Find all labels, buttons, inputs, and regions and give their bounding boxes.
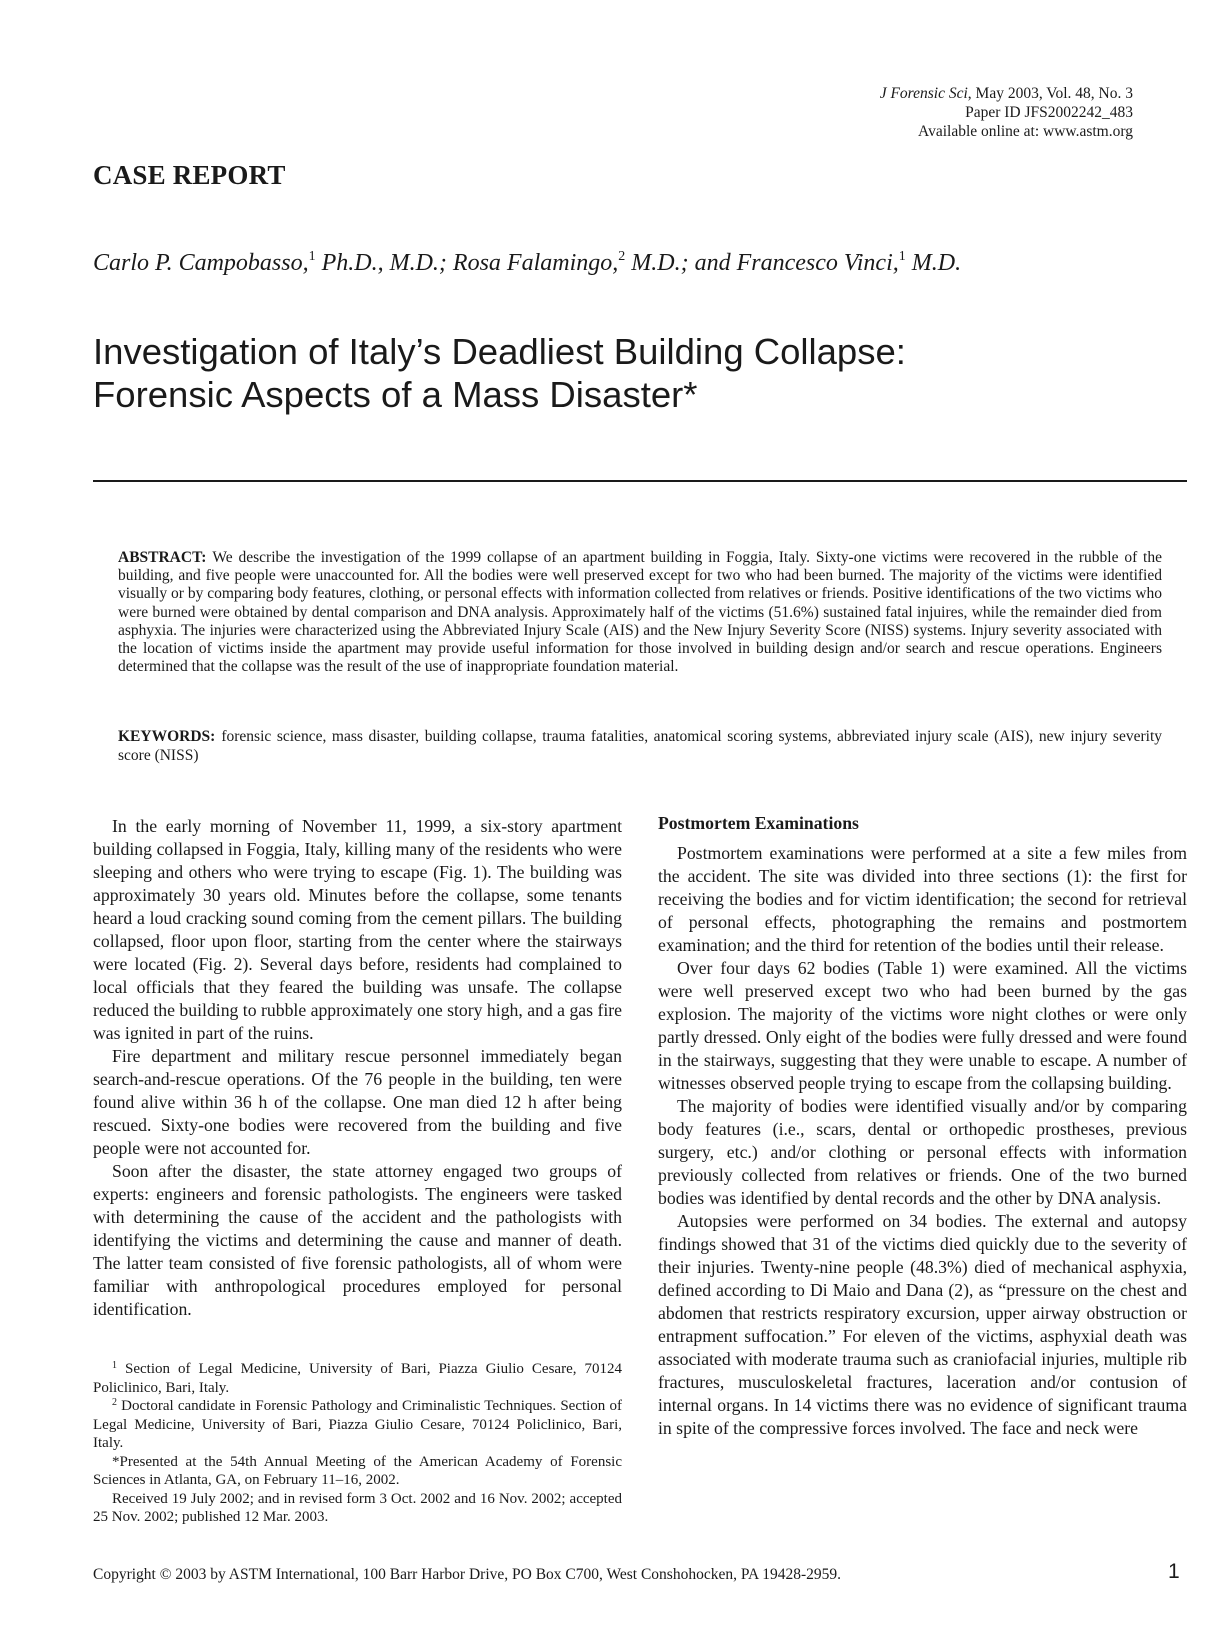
abstract-text: We describe the investigation of the 1999 collapse of an apartment building in Foggia, Italy. Sixty-one victims were recovered in the rubble of the building, and five people were unaccounted for. All the bodies were well preserved except for two who had been burned. The majority of the victims were identified visually or by comparing body features, clothing, or personal effects with information collected from relatives or friends. Positive identifications of the two victims who were burned were obtained by dental comparison and DNA analysis. Approximately half of the victims (51.6%) sustained fatal injuires, while the remainder died from asphyxia. The injuries were characterized using the Abbreviated Injury Scale (AIS) and the New Injury Severity Score (NISS) systems. Injury severity associated with the location of victims inside the apartment may provide useful information for those involved in building design and/or search and rescue operations. Engineers determined that the collapse was the result of the use of inappropriate foundation material.	[118, 549, 1162, 676]
footnote-mark: 2	[112, 1397, 117, 1408]
abstract-label: ABSTRACT:	[118, 549, 207, 566]
body-paragraph: Soon after the disaster, the state attorney engaged two groups of experts: engineers and forensic pathologists. The engineers were tasked with determining the cause of the accident and the pathologists with identifying the victims and determining the cause and manner of death. The latter team consisted of five forensic pathologists, all of whom were familiar with anthropological procedures employed for personal identification.	[93, 1161, 622, 1319]
journal-issue: , May 2003, Vol. 48, No. 3	[967, 85, 1133, 102]
body-paragraph: Autopsies were performed on 34 bodies. The external and autopsy findings showed that 31 of the victims died quickly due to the severity of their injuries. Twenty-nine people (48.3%) died of mechanical asphyxia, defined according to Di Maio and Dana (2), as “pressure on the chest and abdomen that restricts respiratory excursion, upper airway obstruction or entrapment suffocation.” For eleven of the victims, asphyxial death was associated with moderate trauma such as craniofacial injuries, multiple rib fractures, musculoskeletal fractures, laceration and/or contusion of internal organs. In 14 victims there was no evidence of significant trauma in spite of the compressive forces involved. The face and neck were	[658, 1211, 1187, 1438]
footnote	[93, 1397, 622, 1453]
page-number: 1	[1168, 1560, 1180, 1583]
author-degree: Ph.D., M.D.;	[315, 250, 453, 276]
footnote-mark: 1	[112, 1360, 117, 1371]
author-name: Francesco Vinci,	[736, 250, 899, 276]
author-affiliation-mark: 1	[898, 249, 906, 264]
author-affiliation-mark: 2	[618, 249, 626, 264]
footnote	[93, 1360, 622, 1397]
paper-title	[93, 330, 1093, 416]
footnotes	[93, 1360, 622, 1527]
body-column-right	[658, 812, 1187, 1440]
section-label: CASE REPORT	[93, 160, 286, 190]
title-divider	[93, 480, 1187, 482]
availability-line: Available online at: www.astm.org	[918, 123, 1133, 140]
title-line: Forensic Aspects of a Mass Disaster*	[93, 374, 698, 415]
author-list	[93, 250, 961, 277]
copyright-notice: Copyright © 2003 by ASTM International, 100 Barr Harbor Drive, PO Box C700, West Conshohocken, PA 19428-2959.	[93, 1566, 842, 1583]
author-degree: M.D.; and	[625, 250, 737, 276]
keywords	[118, 727, 1162, 765]
body-paragraph: Fire department and military rescue personnel immediately began search-and-rescue operations. Of the 76 people in the building, ten were found alive within 36 h of the collapse. One man died 12 h after being rescued. Sixty-one bodies were recovered from the building and five people were not accounted for.	[93, 1046, 622, 1158]
body-paragraph: The majority of bodies were identified visually and/or by comparing body features (i.e., scars, dental or orthopedic prostheses, previous surgery, etc.) and/or clothing or personal effects with information previously collected from relatives or friends. One of the two burned bodies was identified by dental records and the other by DNA analysis.	[658, 1096, 1187, 1208]
journal-name: J Forensic Sci	[879, 85, 968, 102]
title-line: Investigation of Italy’s Deadliest Building Collapse:	[93, 331, 906, 372]
journal-header	[613, 84, 1133, 141]
paper-id: Paper ID JFS2002242_483	[965, 104, 1133, 121]
footnote-text: Doctoral candidate in Forensic Pathology and Criminalistic Techniques. Section of Legal Medicine, University of Bari, Piazza Giulio Cesare, 70124 Policlinico, Bari, Italy.	[93, 1398, 622, 1451]
author-name: Carlo P. Campobasso,	[93, 250, 309, 276]
author-name: Rosa Falamingo,	[452, 250, 619, 276]
abstract	[118, 549, 1162, 676]
section-heading: Postmortem Examinations	[658, 813, 859, 833]
journal-citation	[613, 84, 1133, 103]
footnote-text: Received 19 July 2002; and in revised form 3 Oct. 2002 and 16 Nov. 2002; accepted 25 Nov. 2002; published 12 Mar. 2003.	[93, 1490, 622, 1525]
footnote	[93, 1453, 622, 1490]
keywords-text: forensic science, mass disaster, building collapse, trauma fatalities, anatomical scoring systems, abbreviated injury scale (AIS), new injury severity score (NISS)	[118, 728, 1162, 764]
body-column-left	[93, 815, 622, 1321]
author-degree: M.D.	[905, 250, 962, 276]
body-paragraph: In the early morning of November 11, 1999, a six-story apartment building collapsed in Foggia, Italy, killing many of the residents who were sleeping and others who were trying to escape (Fig. 1). The building was approximately 30 years old. Minutes before the collapse, some tenants heard a loud cracking sound coming from the cement pillars. The building collapsed, floor upon floor, starting from the center where the stairways were located (Fig. 2). Several days before, residents had complained to local officials that they feared the building was unsafe. The collapse reduced the building to rubble approximately one story high, and a gas fire was ignited in part of the ruins.	[93, 816, 623, 1043]
footnote-text: Section of Legal Medicine, University of Bari, Piazza Giulio Cesare, 70124 Policlinico, Bari, Italy.	[93, 1361, 622, 1396]
body-paragraph: Over four days 62 bodies (Table 1) were examined. All the victims were well preserved except two who had been burned by the gas explosion. The majority of the victims wore night clothes or were only partly dressed. Only eight of the bodies were fully dressed and were found in the stairways, suggesting that they were unable to escape. A number of witnesses observed people trying to escape from the collapsing building.	[658, 958, 1187, 1093]
body-paragraph: Postmortem examinations were performed at a site a few miles from the accident. The site was divided into three sections (1): the first for receiving the bodies and for victim identification; the second for retrieval of personal effects, photographing the remains and postmortem examination; and the third for retention of the bodies until their release.	[658, 843, 1187, 955]
keywords-label: KEYWORDS:	[118, 728, 216, 745]
footnote-text: *Presented at the 54th Annual Meeting of the American Academy of Forensic Sciences in Atlanta, GA, on February 11–16, 2002.	[93, 1453, 622, 1488]
footnote	[93, 1490, 622, 1527]
author-affiliation-mark: 1	[308, 249, 316, 264]
